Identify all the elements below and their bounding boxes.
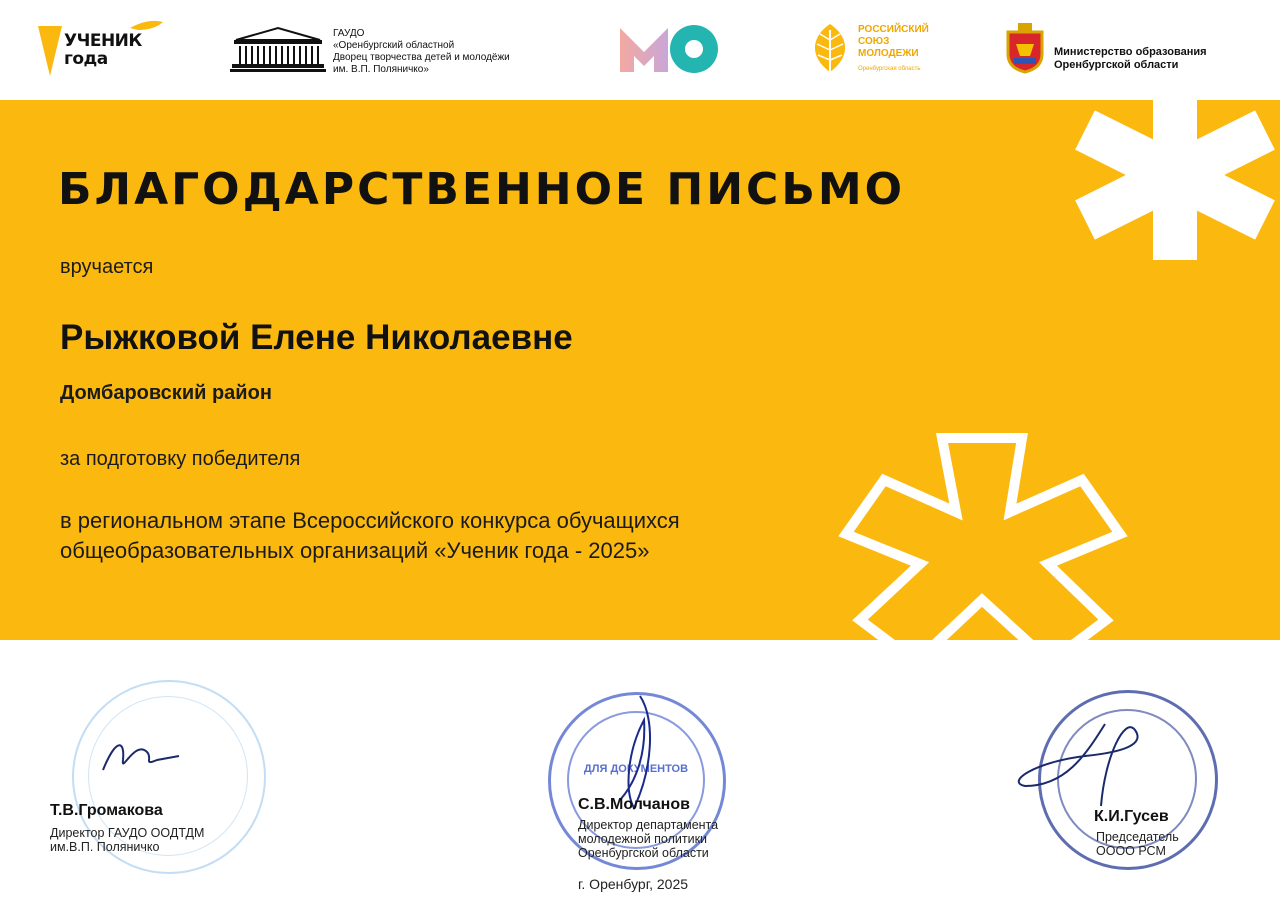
- header: [0, 0, 1280, 100]
- logo-pupil-of-year: [38, 18, 168, 78]
- signer3-role-line2: ОООО РСМ: [1096, 844, 1166, 858]
- city-year: г. Оренбург, 2025: [578, 876, 689, 892]
- recipient-name: Рыжковой Елене Николаевне: [60, 318, 573, 357]
- logo-rsm: [808, 22, 958, 78]
- signer2-role-line1: Директор департамента: [578, 818, 719, 832]
- rsm-line3: МОЛОДЕЖИ: [858, 48, 919, 59]
- logo-ministry: [1002, 22, 1242, 78]
- palace-line3: Дворец творчества детей и молодёжи: [333, 52, 510, 63]
- mo-logo-icon: [620, 22, 720, 76]
- contest-line1: в региональном этапе Всероссийского конкурса обучащихся: [60, 508, 680, 533]
- pupil-logo-line1: УЧЕНИК: [64, 31, 142, 51]
- rsm-line2: СОЮЗ: [858, 36, 890, 47]
- stamp2-text: ДЛЯ ДОКУМЕНТОВ: [583, 763, 689, 775]
- signer2-role-line3: Оренбургской области: [578, 846, 709, 860]
- signer1-name: Т.В.Громакова: [50, 802, 163, 819]
- yellow-banner: [0, 100, 1280, 640]
- white-asterisk-icon: [1065, 100, 1280, 260]
- presented-label: вручается: [60, 256, 154, 278]
- rsm-sub: Оренбургская область: [858, 66, 921, 72]
- signer2-role: [578, 818, 718, 860]
- rsm-line1: РОССИЙСКИЙ: [858, 24, 929, 35]
- signer2-role-line2: молодежной политики: [578, 832, 708, 846]
- palace-line4: им. В.П. Поляничко»: [333, 64, 429, 75]
- logo-mo: [620, 22, 720, 76]
- signer1-role-line2: им.В.П. Поляничко: [50, 840, 160, 854]
- recipient-district: Домбаровский район: [60, 382, 272, 404]
- contest-line2: общеобразовательных организаций «Ученик года - 2025»: [60, 538, 650, 563]
- signer1-role: [50, 826, 204, 854]
- signer3-role-line1: Председатель: [1096, 830, 1179, 844]
- signer2-name: С.В.Молчанов: [578, 796, 690, 813]
- birch-leaf-icon: [808, 22, 852, 78]
- outline-asterisk-icon: [820, 430, 1140, 640]
- palace-building-icon: [230, 24, 326, 74]
- logo-palace: [230, 24, 530, 80]
- signer1-role-line1: Директор ГАУДО ООДТДМ: [50, 826, 205, 840]
- document-title: БЛАГОДАРСТВЕННОЕ ПИСЬМО: [58, 164, 906, 215]
- pupil-logo-line2: года: [64, 49, 108, 69]
- palace-line1: ГАУДО: [333, 28, 365, 39]
- contest-description: [60, 506, 820, 566]
- signer3-role: [1096, 830, 1179, 858]
- coat-of-arms-icon: [1002, 22, 1048, 74]
- ministry-line2: Оренбургской области: [1054, 59, 1179, 71]
- signature-gromakova-icon: [95, 730, 185, 780]
- signature-gusev-icon: [1005, 716, 1155, 812]
- ministry-line1: Министерство образования: [1054, 46, 1207, 58]
- award-reason: за подготовку победителя: [60, 448, 301, 470]
- palace-line2: «Оренбургский областной: [333, 40, 455, 51]
- signer3-name: К.И.Гусев: [1094, 808, 1169, 825]
